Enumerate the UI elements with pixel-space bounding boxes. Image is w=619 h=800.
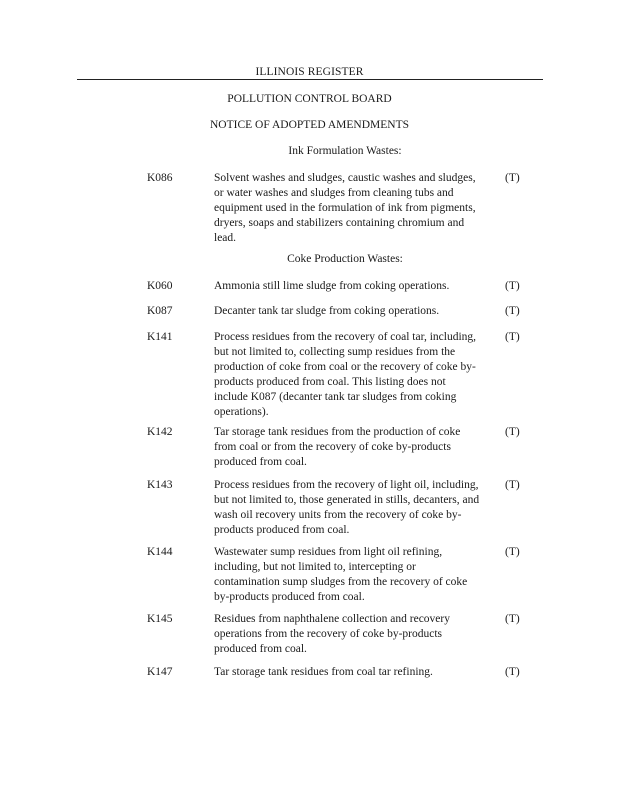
hazard-code: (T) bbox=[505, 613, 520, 625]
waste-code: K086 bbox=[147, 172, 173, 184]
hazard-code: (T) bbox=[505, 479, 520, 491]
hazard-code: (T) bbox=[505, 280, 520, 292]
agency-name: POLLUTION CONTROL BOARD bbox=[227, 93, 392, 105]
header-rule bbox=[77, 79, 543, 80]
hazard-code: (T) bbox=[505, 305, 520, 317]
hazard-code: (T) bbox=[505, 331, 520, 343]
hazard-code: (T) bbox=[505, 426, 520, 438]
waste-code: K145 bbox=[147, 613, 173, 625]
waste-code: K143 bbox=[147, 479, 173, 491]
section-heading-coke: Coke Production Wastes: bbox=[287, 253, 403, 265]
waste-description: Process residues from the recovery of coal tar, including, but not limited to, collecting sump residues from the production of coke from coal or the recovery of coke by- products produced from coal. This listing does not include K087 (decanter tank tar sludges from coking operations). bbox=[214, 331, 477, 418]
register-title: ILLINOIS REGISTER bbox=[255, 66, 364, 78]
waste-code: K144 bbox=[147, 546, 173, 558]
waste-code: K142 bbox=[147, 426, 173, 438]
section-heading-ink: Ink Formulation Wastes: bbox=[288, 145, 402, 157]
waste-code: K147 bbox=[147, 666, 173, 678]
waste-code: K060 bbox=[147, 280, 173, 292]
waste-description: Tar storage tank residues from coal tar refining. bbox=[214, 666, 433, 678]
waste-description: Wastewater sump residues from light oil refining, including, but not limited to, intercepting or contamination sump sludges from the recovery of coke by-products produced from coal. bbox=[214, 546, 468, 603]
waste-description: Decanter tank tar sludge from coking operations. bbox=[214, 305, 440, 317]
hazard-code: (T) bbox=[505, 172, 520, 184]
waste-description: Ammonia still lime sludge from coking operations. bbox=[214, 280, 450, 292]
hazard-code: (T) bbox=[505, 666, 520, 678]
waste-description: Process residues from the recovery of light oil, including, but not limited to, those generated in stills, decanters, and wash oil recovery units from the recovery of coke by- products produced from coal. bbox=[214, 479, 480, 536]
waste-code: K141 bbox=[147, 331, 173, 343]
waste-description: Residues from naphthalene collection and recovery operations from the recovery of coke by-products produced from coal. bbox=[214, 613, 450, 655]
hazard-code: (T) bbox=[505, 546, 520, 558]
waste-description: Solvent washes and sludges, caustic washes and sludges, or water washes and sludges from cleaning tubs and equipment used in the formulation of ink from pigments, dryers, soaps and stabilizers containing chromium and lead. bbox=[214, 172, 476, 244]
waste-code: K087 bbox=[147, 305, 173, 317]
waste-description: Tar storage tank residues from the production of coke from coal or from the recovery of coke by-products produced from coal. bbox=[214, 426, 461, 468]
notice-title: NOTICE OF ADOPTED AMENDMENTS bbox=[209, 119, 410, 131]
